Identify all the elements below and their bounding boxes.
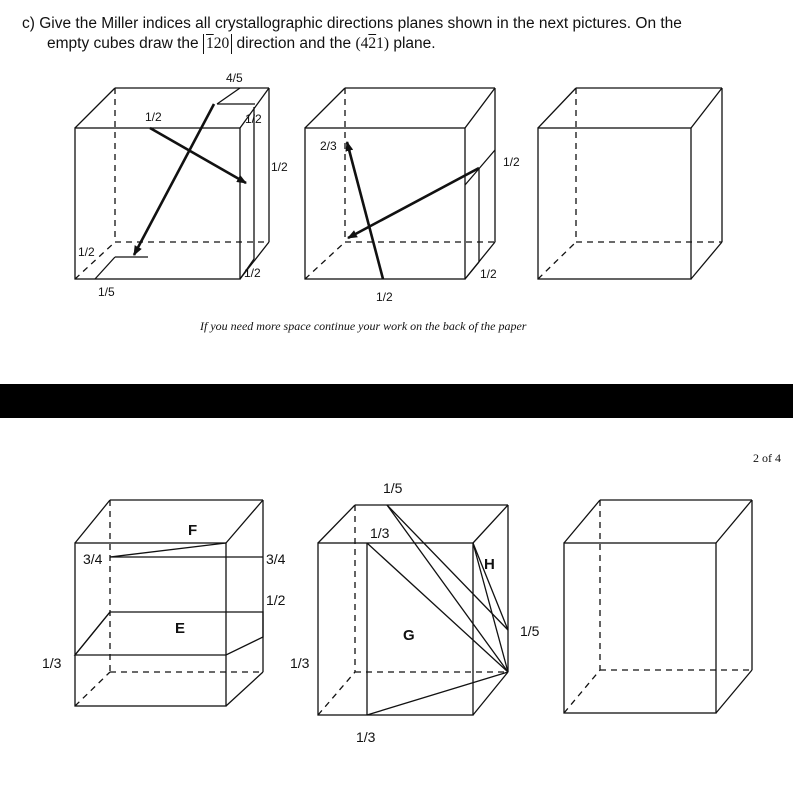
edge-tl xyxy=(564,500,600,543)
question-line-1: c) Give the Miller indices all crystallographic directions planes shown in the next pictures. On the xyxy=(22,15,682,32)
hidden-diagonal xyxy=(318,672,355,715)
plane-h-edge xyxy=(387,505,508,672)
bottom-cube-1 xyxy=(75,500,263,706)
label-half: 1/2 xyxy=(145,110,162,124)
hidden-diagonal xyxy=(305,242,345,279)
top-cube-2 xyxy=(305,88,495,279)
label-3-4: 3/4 xyxy=(266,551,286,567)
plane-bar-digit: 2 xyxy=(368,35,377,52)
direction-bar-digit: 1 xyxy=(205,35,214,52)
construct-line xyxy=(95,257,115,279)
label-1-5: 1/5 xyxy=(98,285,115,299)
bottom-cube-3-empty xyxy=(564,500,752,713)
plane-e-edge xyxy=(75,612,110,655)
label-1-5: 1/5 xyxy=(520,623,540,639)
edge-tl xyxy=(305,88,345,128)
label-1-3: 1/3 xyxy=(356,729,376,745)
edge-tl xyxy=(318,505,355,543)
hidden-diagonal xyxy=(75,672,110,706)
direction-digits: 20 xyxy=(213,35,230,52)
edge-tl xyxy=(75,88,115,128)
label-half: 1/2 xyxy=(244,266,261,280)
label-half: 1/2 xyxy=(78,245,95,259)
plane-h-label: H xyxy=(484,556,495,573)
front-face xyxy=(564,543,716,713)
plane-close: 1) xyxy=(376,35,390,52)
direction-arrow-1 xyxy=(347,142,383,279)
label-2-3: 2/3 xyxy=(320,139,337,153)
edge-tr xyxy=(226,500,263,543)
label-half: 1/2 xyxy=(266,592,286,608)
top-cube-3-empty xyxy=(538,88,722,279)
page-number: 2 of 4 xyxy=(753,451,781,465)
construct-line xyxy=(217,88,240,104)
label-1-3: 1/3 xyxy=(290,655,310,671)
construct-line xyxy=(465,150,495,185)
edge-tr xyxy=(465,88,495,128)
edge-br xyxy=(691,242,722,279)
plane-open: (4 xyxy=(355,35,369,52)
label-1-3: 1/3 xyxy=(42,655,62,671)
plane-g-edge xyxy=(367,672,508,715)
label-4-5: 4/5 xyxy=(226,71,243,85)
edge-br xyxy=(716,670,752,713)
label-3-4: 3/4 xyxy=(83,551,103,567)
hidden-diagonal xyxy=(538,242,576,279)
edge-tl xyxy=(75,500,110,543)
question-line-2-middle: direction and the xyxy=(236,35,352,52)
top-cube-1 xyxy=(75,88,269,279)
front-face xyxy=(75,543,226,706)
bottom-cube-2 xyxy=(318,505,508,715)
redaction-bar xyxy=(0,384,793,418)
edge-tl xyxy=(538,88,576,128)
plane-e xyxy=(75,612,263,655)
label-half: 1/2 xyxy=(376,290,393,304)
plane-g-label: G xyxy=(403,627,415,644)
edge-tr xyxy=(691,88,722,128)
edge-tr xyxy=(716,500,752,543)
label-half: 1/2 xyxy=(245,112,262,126)
label-half: 1/2 xyxy=(503,155,520,169)
instruction-note: If you need more space continue your work on the back of the paper xyxy=(200,319,527,333)
hidden-diagonal xyxy=(564,670,600,713)
label-1-5: 1/5 xyxy=(383,480,403,496)
direction-arrow-2 xyxy=(134,104,214,255)
plane-f-edge xyxy=(110,543,226,557)
label-1-3: 1/3 xyxy=(370,525,390,541)
label-half: 1/2 xyxy=(480,267,497,281)
plane-e-label: E xyxy=(175,620,186,637)
construct-line xyxy=(465,262,479,279)
edge-br xyxy=(473,672,508,715)
edge-br xyxy=(226,672,263,706)
label-half: 1/2 xyxy=(271,160,288,174)
plane-f-label: F xyxy=(188,522,198,539)
question-line-2-end: plane. xyxy=(393,35,436,52)
question-line-2-start: empty cubes draw the xyxy=(47,35,199,52)
direction-arrow-2 xyxy=(348,168,479,238)
edge-tr xyxy=(473,505,508,543)
front-face xyxy=(538,128,691,279)
